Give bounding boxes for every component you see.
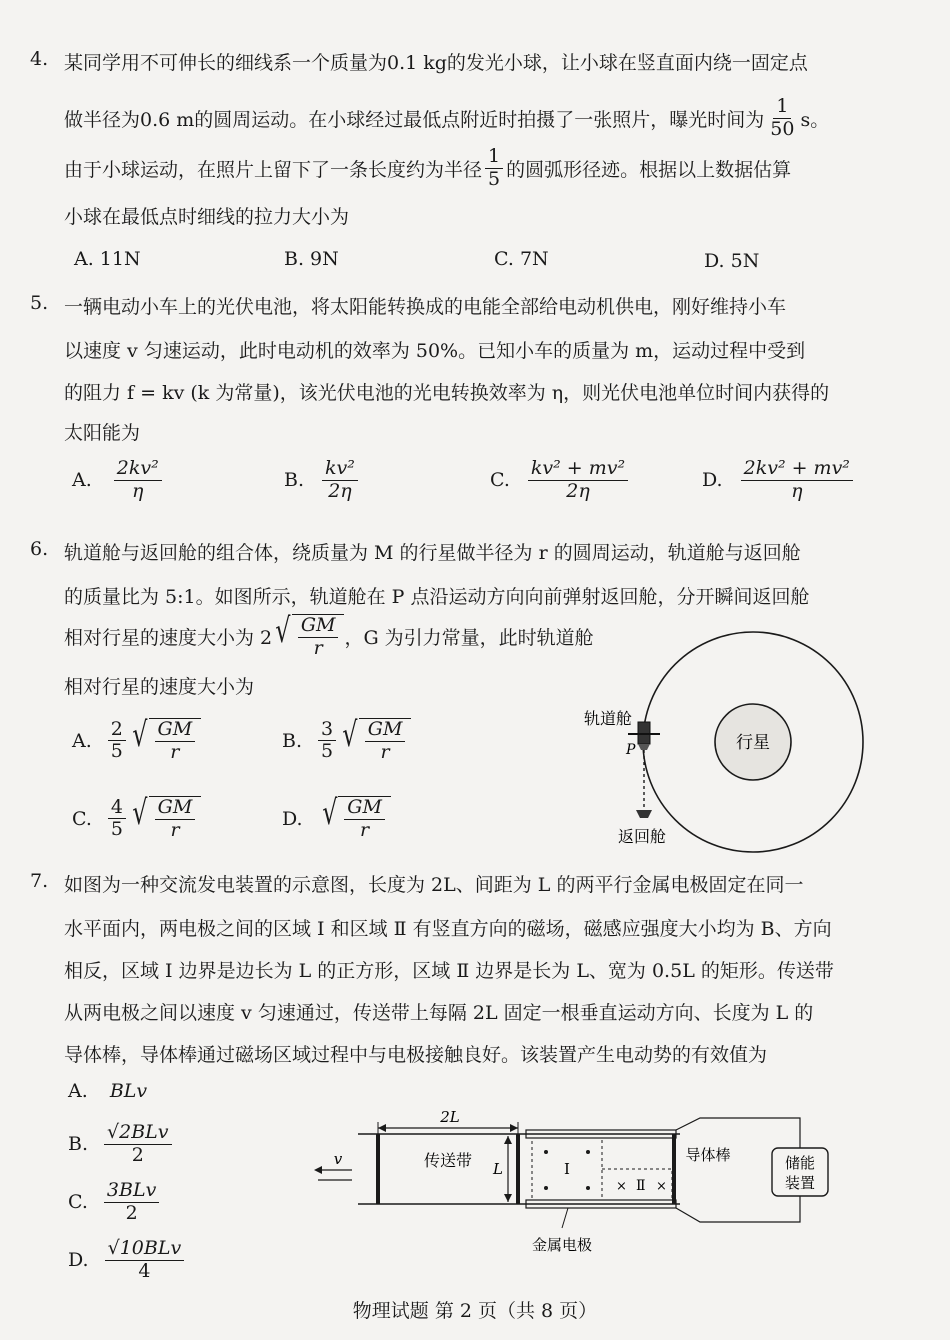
q7-option-b <box>68 1122 175 1167</box>
q5-c-den: 2η <box>566 479 590 502</box>
q4-line-2 <box>64 96 829 141</box>
q4-number: 4. <box>30 48 49 70</box>
q6-line-3-rest: ，G 为引力常量，此时轨道舱 <box>344 627 594 650</box>
q5-option-d <box>702 458 856 503</box>
dim-2l-label: 2L <box>440 1108 460 1126</box>
q6-a-coef-den: 5 <box>110 740 123 763</box>
electrode-pointer <box>562 1208 568 1228</box>
q5-d-den: η <box>791 479 803 502</box>
q7-d-den: 4 <box>138 1259 151 1282</box>
q6-b-sqrt: √ $\frac{GM}{r}$ <box>339 718 411 764</box>
q6-sqrt-gm-r <box>272 611 344 660</box>
q5-option-a-fraction <box>114 458 162 503</box>
conductor-rod-left <box>376 1134 380 1204</box>
return-capsule-icon <box>636 810 652 818</box>
q7-generator-figure <box>300 1104 860 1264</box>
q5-option-c <box>490 458 631 503</box>
q7-option-a <box>68 1080 147 1102</box>
q5-option-b-fraction <box>322 458 358 503</box>
q7-d-num: √10BLv <box>105 1238 185 1261</box>
q7-b-num: √2BLv <box>104 1122 172 1145</box>
q6-line-4: 相对行星的速度大小为 <box>64 676 255 698</box>
region-1-label: Ⅰ <box>564 1160 570 1178</box>
q6-option-a-label: A. <box>72 729 92 752</box>
q5-c-num: kv² + mv² <box>528 458 628 481</box>
q7-option-c-label: C. <box>68 1191 88 1214</box>
q6-option-d <box>282 793 391 842</box>
q6-a-sqrt-num: GM <box>155 719 196 742</box>
q6-b-sqrt-num: GM <box>365 719 406 742</box>
q7-option-d-label: D. <box>68 1249 89 1272</box>
q6-orbit-figure <box>578 630 898 860</box>
q5-option-d-fraction <box>741 458 853 503</box>
q6-d-sqrt-den: r <box>360 818 370 841</box>
q4-line-3-text: 由于小球运动，在照片上留下了一条长度约为半径 <box>64 158 483 181</box>
q7-option-b-label: B. <box>68 1133 89 1156</box>
q6-c-coef-den: 5 <box>110 818 123 841</box>
q4-option-b: B. 9N <box>284 248 339 270</box>
q4-option-c: C. 7N <box>494 248 549 270</box>
q7-line-5: 导体棒，导体棒通过磁场区域过程中与电极接触良好。该装置产生电动势的有效值为 <box>64 1044 768 1066</box>
planet-label: 行星 <box>736 733 770 753</box>
q6-d-sqrt: √ $\frac{GM}{r}$ <box>319 796 391 842</box>
q6-c-sqrt-den: r <box>170 818 180 841</box>
q5-b-den: 2η <box>328 479 352 502</box>
q5-line-1: 一辆电动小车上的光伏电池，将太阳能转换成的电能全部给电动机供电，刚好维持小车 <box>64 296 787 318</box>
q7-option-d <box>68 1238 187 1283</box>
q4-line-4: 小球在最低点时细线的拉力大小为 <box>64 206 350 228</box>
q6-a-sqrt-den: r <box>170 740 180 763</box>
q5-a-den: η <box>132 479 144 502</box>
rod-label: 导体棒 <box>685 1146 731 1164</box>
orbiter-label: 轨道舱 <box>584 709 633 728</box>
q7-option-c <box>68 1180 162 1225</box>
q5-option-c-fraction <box>528 458 628 503</box>
q6-b-coef-den: 5 <box>321 740 334 763</box>
q6-option-b <box>282 715 411 764</box>
q6-line-2: 的质量比为 5:1。如图所示，轨道舱在 P 点沿运动方向向前弹射返回舱，分开瞬间返回舱 <box>64 586 810 608</box>
point-p-label: P <box>626 742 636 758</box>
q6-option-c-label: C. <box>72 807 92 830</box>
storage-label-2: 装置 <box>784 1174 816 1192</box>
conductor-rod-mid <box>516 1134 520 1204</box>
q5-option-c-label: C. <box>490 469 510 492</box>
wire-top <box>676 1118 800 1148</box>
q7-c-num: 3BLv <box>104 1180 159 1203</box>
q7-line-3: 相反，区域 Ⅰ 边界是边长为 L 的正方形，区域 Ⅱ 边界是长为 L、宽为 0.5L 的矩形。传送带 <box>64 960 834 982</box>
q7-option-a-label: A. <box>68 1080 88 1102</box>
q7-b-den: 2 <box>131 1143 144 1166</box>
q7-c-den: 2 <box>125 1201 138 1224</box>
wire-bottom <box>676 1196 800 1222</box>
q7-number: 7. <box>30 870 49 892</box>
q6-c-coef-num: 4 <box>108 797 126 820</box>
q4-frac-num: 1 <box>773 96 791 119</box>
q4-line-3-rest: 的圆弧形径迹。根据以上数据估算 <box>506 158 792 181</box>
q6-line-3 <box>64 611 594 660</box>
q6-line-1: 轨道舱与返回舱的组合体，绕质量为 M 的行星做半径为 r 的圆周运动，轨道舱与返回舱 <box>64 542 801 564</box>
q5-option-b <box>284 458 361 503</box>
q7-line-4: 从两电极之间以速度 v 匀速通过，传送带上每隔 2L 固定一根垂直运动方向、长度为 L 的 <box>64 1002 814 1024</box>
storage-label-1: 储能 <box>784 1154 816 1172</box>
q6-a-sqrt: √ $\frac{GM}{r}$ <box>129 718 201 764</box>
q6-radical-sign: √ <box>275 611 291 651</box>
q6-b-sqrt-den: r <box>380 740 390 763</box>
q6-option-d-label: D. <box>282 807 303 830</box>
q6-option-b-label: B. <box>282 729 303 752</box>
q7-line-2: 水平面内，两电极之间的区域 Ⅰ 和区域 Ⅱ 有竖直方向的磁场，磁感应强度大小均为 B、方向 <box>64 918 832 940</box>
q5-option-a-label: A. <box>72 469 92 492</box>
cross-mark-1: × <box>616 1179 627 1194</box>
q5-option-a <box>72 458 165 503</box>
q7-option-a-value: BLv <box>109 1080 148 1102</box>
belt-label: 传送带 <box>423 1151 473 1170</box>
q6-c-sqrt-num: GM <box>155 797 196 820</box>
q4-frac2-den: 5 <box>488 167 501 190</box>
q5-a-num: 2kv² <box>114 458 162 481</box>
q5-line-4: 太阳能为 <box>64 422 141 444</box>
q6-number: 6. <box>30 538 49 560</box>
q5-option-d-label: D. <box>702 469 723 492</box>
q5-b-num: kv² <box>322 458 358 481</box>
electrode-label: 金属电极 <box>531 1236 593 1254</box>
q5-option-b-label: B. <box>284 469 305 492</box>
q4-radius-fraction <box>485 146 503 191</box>
q6-sqrt-num: GM <box>298 615 339 638</box>
q6-option-c <box>72 793 201 842</box>
q6-b-coef-num: 3 <box>318 719 336 742</box>
page-footer: 物理试题 第 2 页（共 8 页） <box>352 1300 598 1322</box>
conductor-rod-right <box>672 1134 676 1204</box>
q4-frac2-num: 1 <box>485 146 503 169</box>
q6-d-sqrt-num: GM <box>344 797 385 820</box>
q4-option-d: D. 5N <box>704 250 760 272</box>
q4-line-2-unit: s。 <box>800 108 830 131</box>
cross-mark-2: × <box>656 1179 667 1194</box>
q4-frac-den: 50 <box>770 117 795 140</box>
q6-line-3-text: 相对行星的速度大小为 2 <box>64 627 273 650</box>
q4-line-2-text: 做半径为0.6 m的圆周运动。在小球经过最低点附近时拍摄了一张照片，曝光时间为 <box>64 108 765 131</box>
q6-a-coef-num: 2 <box>108 719 126 742</box>
q4-exposure-fraction <box>767 96 797 141</box>
q7-line-1: 如图为一种交流发电装置的示意图，长度为 2L、间距为 L 的两平行金属电极固定在同一 <box>64 874 804 896</box>
q4-line-1: 某同学用不可伸长的细线系一个质量为0.1 kg的发光小球，让小球在竖直面内绕一固定点 <box>64 52 808 74</box>
q6-c-sqrt: √ $\frac{GM}{r}$ <box>129 796 201 842</box>
dim-l-label: L <box>493 1160 503 1178</box>
q4-option-a: A. 11N <box>74 248 141 270</box>
v-label: v <box>333 1150 343 1168</box>
q6-sqrt-den: r <box>313 636 323 659</box>
capsule-label: 返回舱 <box>618 827 667 846</box>
q6-option-a <box>72 715 201 764</box>
q5-line-2: 以速度 v 匀速运动，此时电动机的效率为 50%。已知小车的质量为 m，运动过程中受到 <box>64 340 806 362</box>
q4-line-3 <box>64 146 791 191</box>
q5-number: 5. <box>30 292 49 314</box>
q5-line-3: 的阻力 f = kv (k 为常量)，该光伏电池的光电转换效率为 η，则光伏电池单位时间内获得的 <box>64 382 830 404</box>
q5-d-num: 2kv² + mv² <box>741 458 853 481</box>
region-2-label: Ⅱ <box>636 1178 646 1194</box>
